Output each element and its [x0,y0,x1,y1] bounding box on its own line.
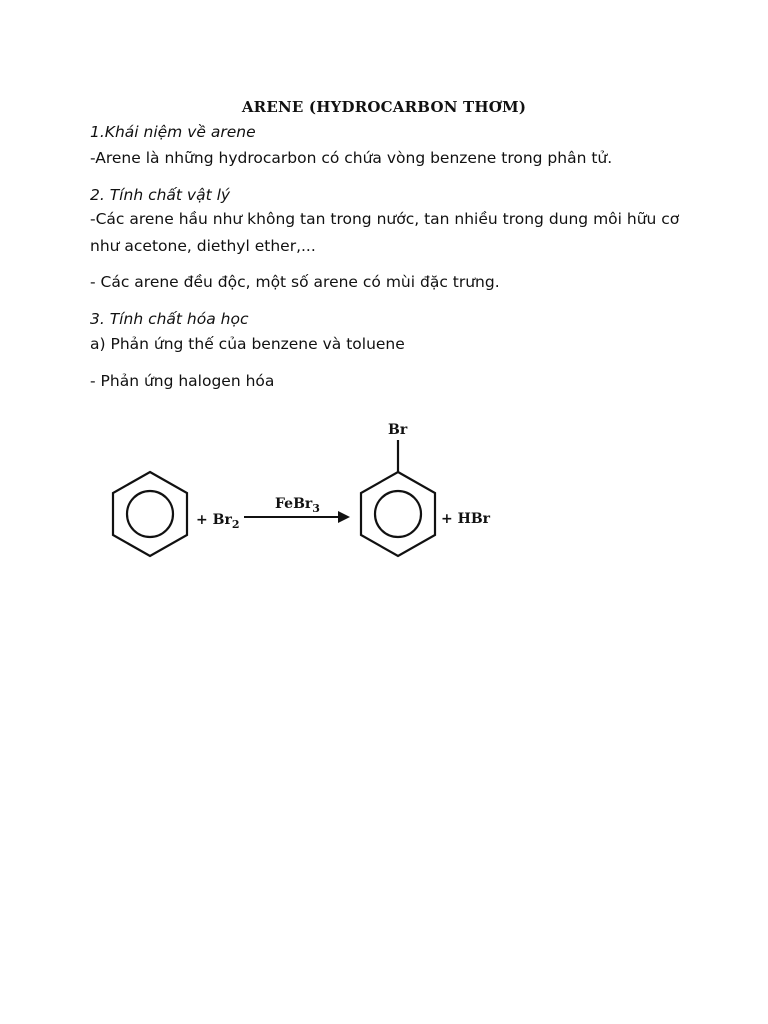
bromobenzene-product [361,440,435,556]
reaction-arrow [244,511,350,523]
section1-text: -Arene là những hydrocarbon có chứa vòng benzene trong phân tử. [90,149,613,167]
section2-text1: -Các arene hầu như không tan trong nước, tan nhiều trong dung môi hữu cơ như acetone, diethyl ether,... [90,210,680,255]
section3-sub-a: a) Phản ứng thế của benzene và toluene [90,335,405,353]
section2-heading: 2. Tính chất vật lý [90,186,231,204]
section3-item: - Phản ứng halogen hóa [90,372,275,390]
reactant-plus-label: + $Br_2$ [196,512,240,531]
section3-heading: 3. Tính chất hóa học [90,310,249,328]
product-plus-label: + HBr [441,511,491,527]
section2-text2: - Các arene đều độc, một số arene có mùi đặc trưng. [90,273,500,291]
halogenation-reaction-diagram [100,412,500,572]
benzene-reactant [113,472,187,556]
catalyst-label: FeBr$_3$ [275,496,320,515]
section1-heading: 1.Khái niệm về arene [90,123,256,141]
page-title: ARENE (HYDROCARBON THƠM) [241,98,527,116]
substituent-label: Br [388,422,408,438]
